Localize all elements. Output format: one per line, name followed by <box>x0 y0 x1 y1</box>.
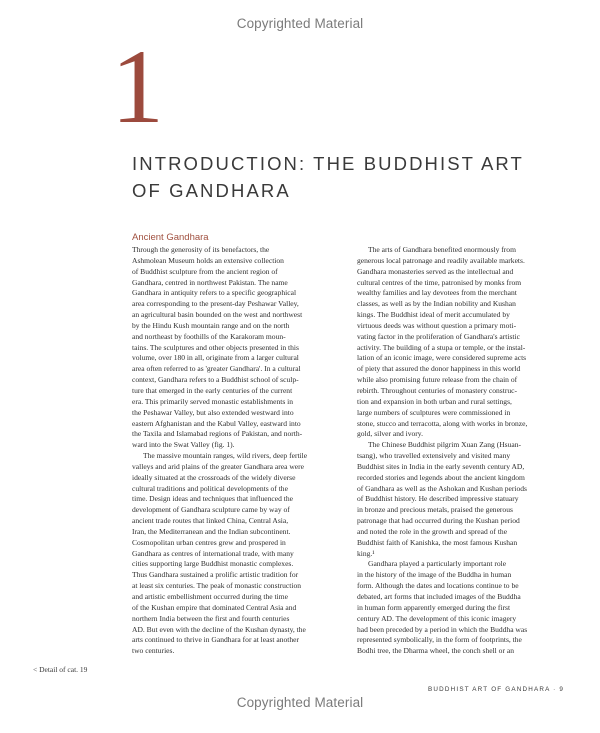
copyright-watermark-bottom: Copyrighted Material <box>236 695 364 710</box>
text-line: era. This primarily served monastic establishments in <box>132 396 294 406</box>
text-line: Cosmopolitan urban centres grew and prospered in <box>132 537 286 547</box>
image-caption: < Detail of cat. 19 <box>33 665 88 674</box>
text-line: Gandhara played a particularly important role <box>368 559 507 569</box>
text-line: by the Hindu Kush mountain range and on the north <box>132 320 290 330</box>
text-line: development of Gandhara sculpture came by way of <box>132 505 290 515</box>
chapter-title-line: INTRODUCTION: THE BUDDHIST ART <box>132 153 524 174</box>
text-line: cities supporting large Buddhist monastic complexes. <box>132 559 294 569</box>
text-line: in bronze and precious metals, praised the generous <box>357 505 513 515</box>
text-line: in the history of the image of the Buddha in human <box>357 570 512 580</box>
text-line: Gandhara monasteries served as the intellectual and <box>357 266 514 276</box>
text-line: large numbers of sculptures were commissioned in <box>357 407 511 417</box>
text-line: of Buddhist history. He described impressive statuary <box>357 494 519 504</box>
text-line: gold, silver and ivory. <box>357 429 423 439</box>
text-line: kings. The Buddhist ideal of merit accumulated by <box>357 310 510 320</box>
text-line: debated, art forms that included images of the Buddha <box>357 592 521 601</box>
copyright-watermark-top: Copyrighted Material <box>236 16 364 31</box>
text-line: two centuries. <box>132 646 175 656</box>
text-line: and artistic embellishment occurred during the time <box>132 592 288 601</box>
text-line: northern India between the first and fourth centuries <box>132 613 290 623</box>
text-line: at least six centuries. The peak of monastic construction <box>132 581 301 591</box>
chapter-title-line: OF GANDHARA <box>132 180 291 201</box>
text-line: volume, over 180 in all, originate from a larger cultural <box>132 353 299 363</box>
text-line: ancient trade routes that linked China, Central Asia, <box>132 516 289 526</box>
text-line: Iran, the Mediterranean and the Indian subcontinent. <box>132 526 291 536</box>
text-line: area often referred to as 'greater Gandhara'. In a cultural <box>132 364 301 374</box>
text-line: patronage that had occurred during the Kushan period <box>357 516 520 526</box>
text-line: cultural traditions and political developments of the <box>132 483 288 493</box>
text-line: the Taxila and Islamabad regions of Pakistan, and north- <box>132 429 303 439</box>
text-line: vating factor in the proliferation of Gandhara's artistic <box>357 331 520 341</box>
text-line: an agricultural basin bounded on the west and northwest <box>132 310 303 320</box>
chapter-title <box>132 150 552 204</box>
text-line: virtuous deeds was without question a primary moti- <box>357 320 517 330</box>
text-line: context, Gandhara refers to a Buddhist school of sculp- <box>132 375 299 385</box>
text-line: king.¹ <box>357 548 375 558</box>
text-line: The Chinese Buddhist pilgrim Xuan Zang (Hsuan- <box>368 440 522 450</box>
text-line: of piety that assured the donor happiness in this world <box>357 364 521 374</box>
text-line: classes, as well as by the Indian nobility and Kushan <box>357 299 516 309</box>
text-line: area corresponding to the present-day Peshawar Valley, <box>132 299 299 309</box>
text-line: Gandhara, centred in northwest Pakistan. The name <box>132 277 288 287</box>
text-line: eastern Afghanistan and the Kabul Valley, eastward into <box>132 418 301 428</box>
text-line: The massive mountain ranges, wild rivers, deep fertile <box>143 451 308 461</box>
text-line: had been preceded by a period in which the Buddha was <box>357 624 528 634</box>
body-column-right <box>357 245 562 657</box>
running-footer: BUDDHIST ART OF GANDHARA · 9 <box>428 686 565 693</box>
text-line: valleys and arid plains of the greater Gandhara area were <box>132 461 305 471</box>
text-line: Bodhi tree, the Dharma wheel, the conch shell or an <box>357 646 514 656</box>
text-line: represented symbolically, in the form of footprints, the <box>357 635 522 645</box>
chapter-number: 1 <box>111 28 164 145</box>
text-line: century AD. The development of this iconic imagery <box>357 613 517 623</box>
text-line: Buddhist sites in India in the early seventh century AD, <box>357 461 525 471</box>
text-line: ideally situated at the crossroads of the widely diverse <box>132 472 296 482</box>
text-line: form. Although the dates and locations continue to be <box>357 581 519 591</box>
text-line: Thus Gandhara sustained a prolific artistic tradition for <box>132 570 299 580</box>
text-line: The arts of Gandhara benefited enormously from <box>368 245 516 254</box>
text-line: Through the generosity of its benefactors, the <box>132 245 270 254</box>
text-line: lation of an iconic image, were considered supreme acts <box>357 353 527 363</box>
text-line: arts continued to thrive in Gandhara for at least another <box>132 635 300 645</box>
text-line: Gandhara as centres of international trade, with many <box>132 548 294 558</box>
text-line: while also promising future release from the chain of <box>357 375 518 385</box>
text-line: Ashmolean Museum holds an extensive collection <box>132 255 284 265</box>
text-line: stone, stucco and terracotta, along with works in bronze, <box>357 418 528 428</box>
text-line: cultural centres of the time, patronised by monks from <box>357 277 522 287</box>
text-line: rebirth. Throughout centuries of monastery construc- <box>357 385 517 395</box>
text-line: time. Design ideas and techniques that influenced the <box>132 494 293 504</box>
text-line: AD. But even with the decline of the Kushan dynasty, the <box>132 624 306 634</box>
body-column-left <box>132 245 337 657</box>
text-line: tion and expansion in both urban and rural settings, <box>357 396 512 406</box>
text-line: tains. The sculptures and other objects presented in this <box>132 342 299 352</box>
text-line: tsang), who travelled extensively and visited many <box>357 451 511 461</box>
text-line: Gandhara in antiquity refers to a specific geographical <box>132 288 297 298</box>
text-line: ture that emerged in the early centuries of the current <box>132 385 293 395</box>
text-line: of Buddhist sculpture from the ancient region of <box>132 266 278 276</box>
text-line: and noted the role in the growth and spread of the <box>357 526 508 536</box>
text-line: recorded stories and legends about the ancient kingdom <box>357 472 525 482</box>
text-line: Buddhist faith of Kanishka, the most famous Kushan <box>357 537 518 547</box>
text-line: of Gandhara as well as the Ashokan and Kushan periods <box>357 483 527 493</box>
text-line: and northeast by foothills of the Karakoram moun- <box>132 331 286 341</box>
section-heading: Ancient Gandhara <box>132 232 209 243</box>
text-line: the Peshawar Valley, but also extended westward into <box>132 407 294 417</box>
text-line: activity. The building of a stupa or temple, or the instal- <box>357 342 526 352</box>
text-line: of the Kushan empire that dominated Central Asia and <box>132 602 297 612</box>
text-line: generous local patronage and readily available markets. <box>357 255 525 265</box>
text-line: wealthy families and lay devotees from the merchant <box>357 288 517 298</box>
text-line: ward into the Swat Valley (fig. 1). <box>132 440 235 450</box>
text-line: in human form apparently emerged during the first <box>357 602 511 612</box>
